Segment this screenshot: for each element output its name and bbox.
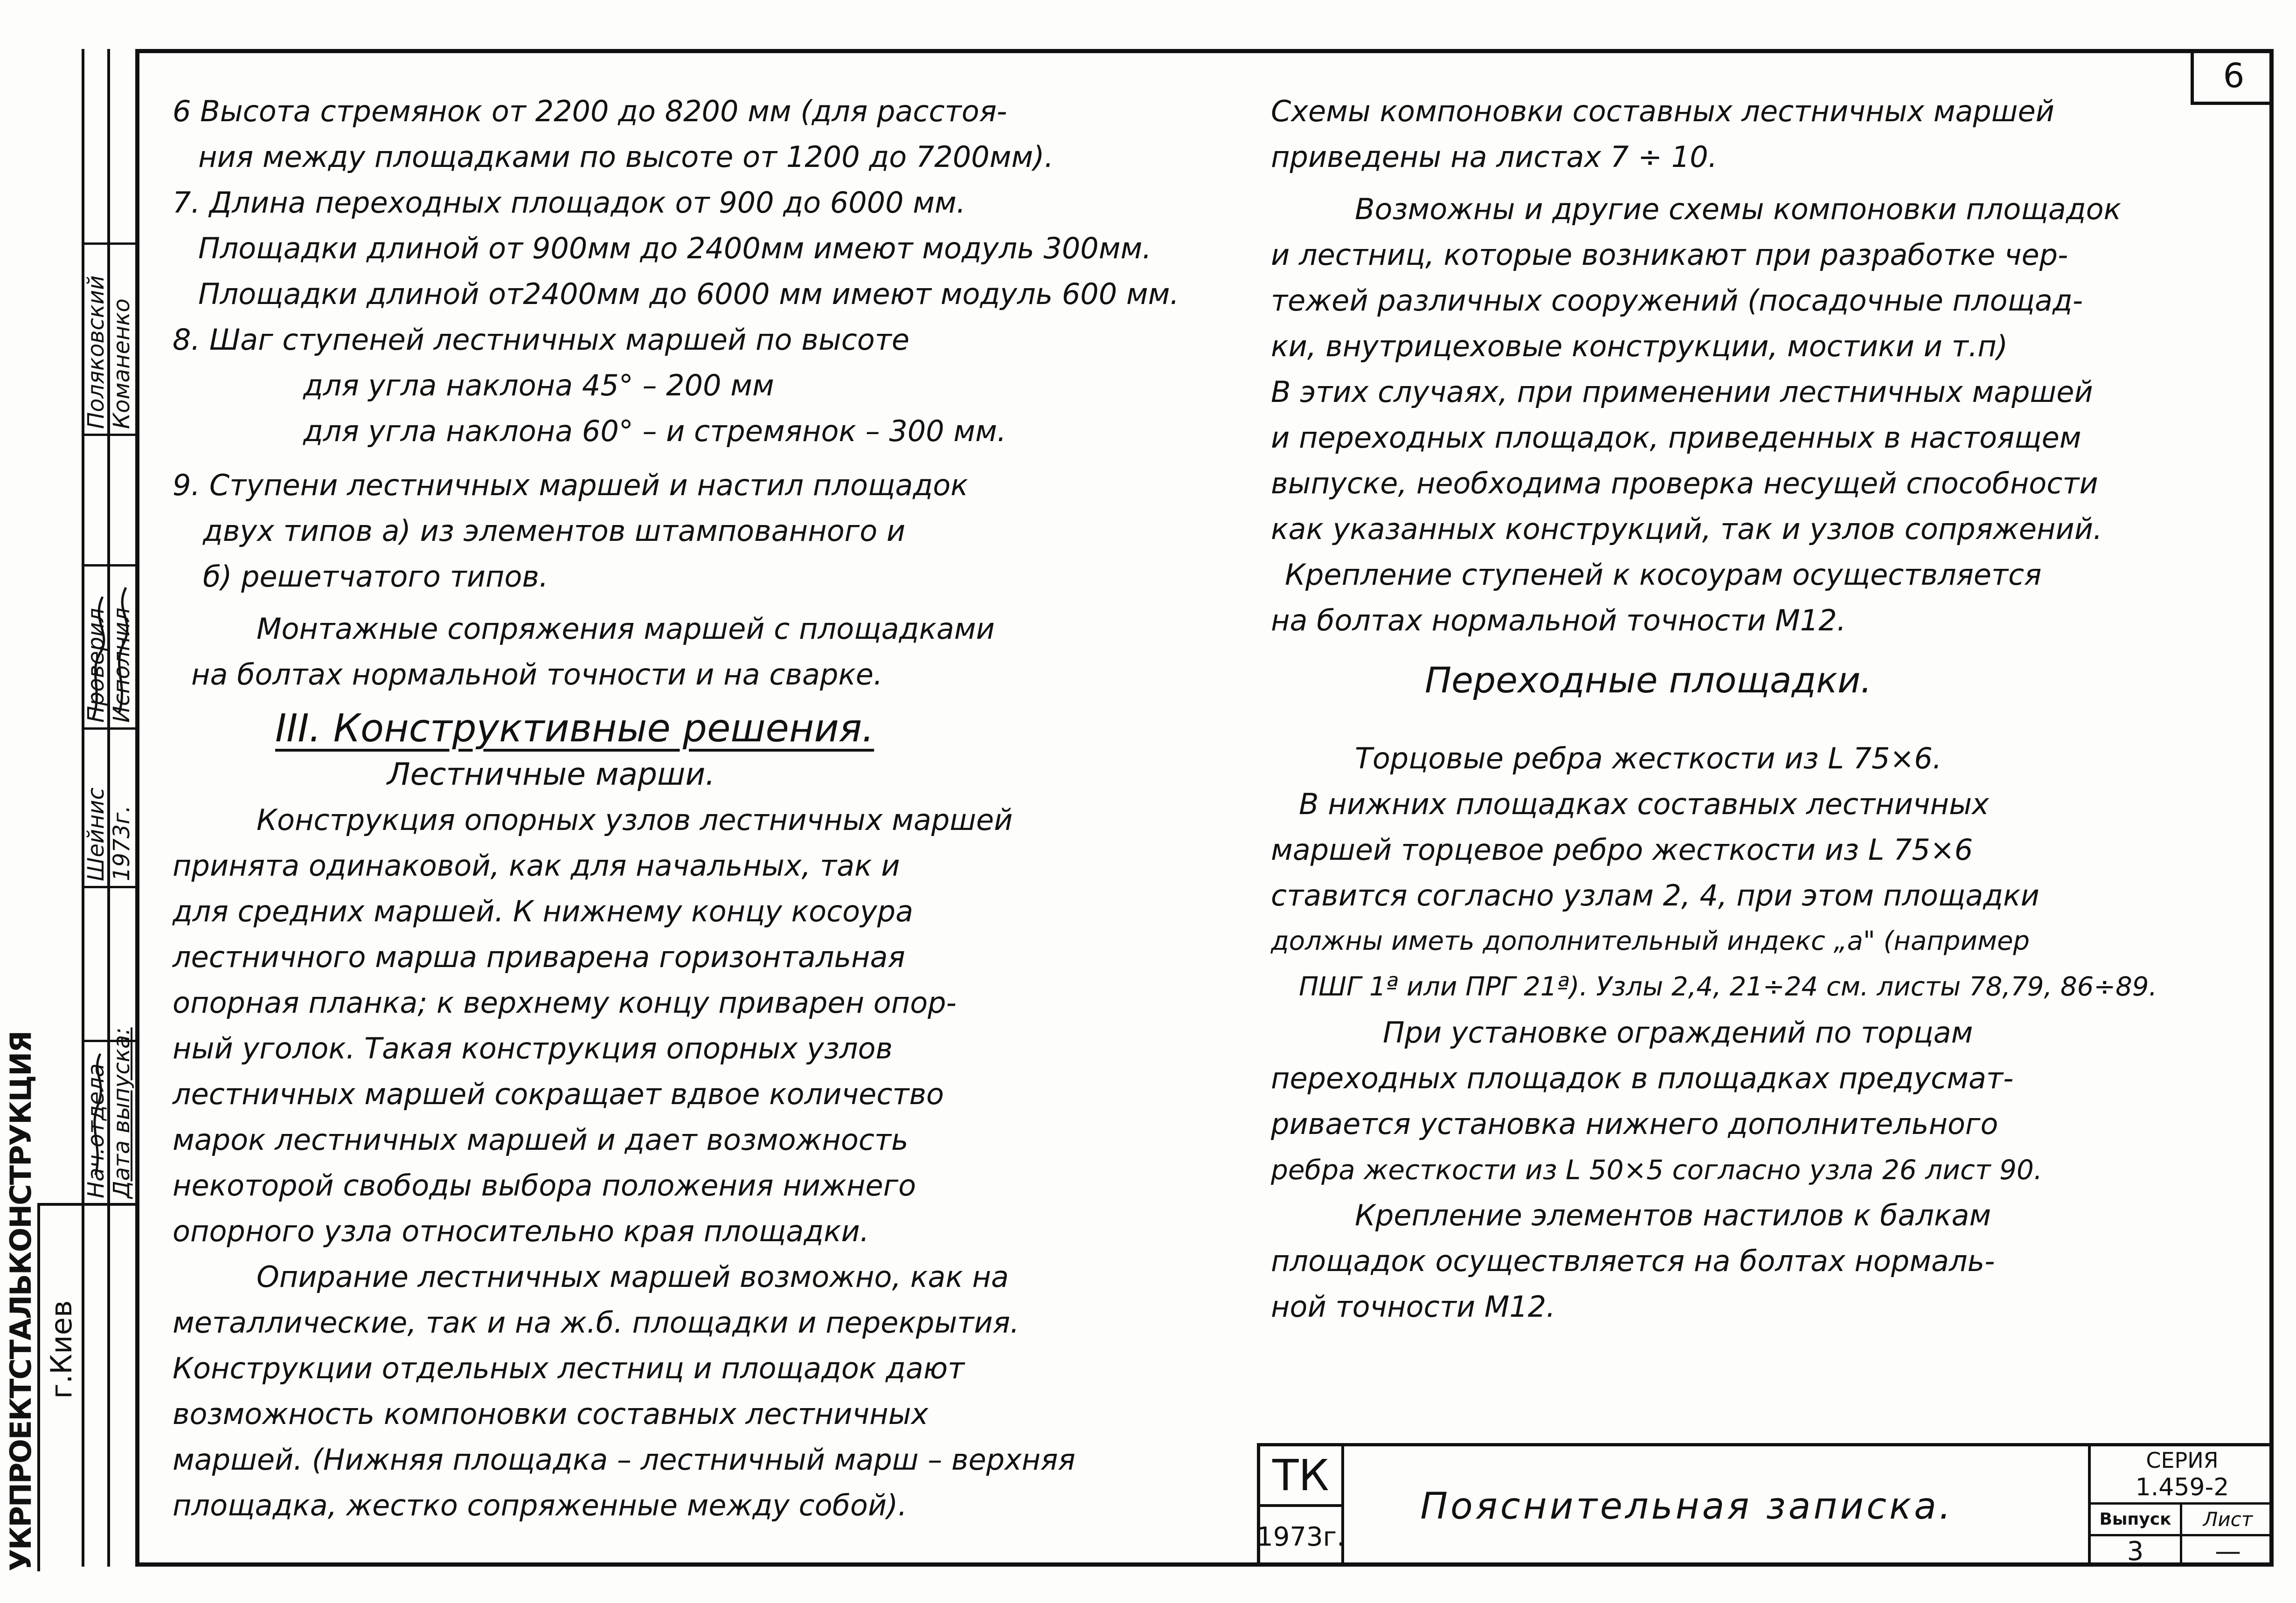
sidebar-role-executed: Исполнил (109, 608, 135, 723)
text-line: При установке ограждений по торцам (1383, 1016, 1973, 1050)
text-line: приведены на листах 7 ÷ 10. (1271, 140, 1718, 174)
text-line: тежей различных сооружений (посадочные площад- (1271, 283, 2083, 318)
text-line: В этих случаях, при применении лестничных маршей (1271, 375, 2093, 409)
sidebar-role-checked: Проверил (83, 608, 109, 723)
text-line: ный уголок. Такая конструкция опорных узлов (173, 1031, 893, 1065)
text-line: лестничного марша приварена горизонтальная (173, 940, 905, 974)
text-line: 9. Ступени лестничных маршей и настил площадок (173, 468, 968, 502)
text-line: ПШГ 1ª или ПРГ 21ª). Узлы 2,4, 21÷24 см. листы 78,79, 86÷89. (1299, 972, 2157, 1002)
text-line: Опирание лестничных маршей возможно, как на (257, 1260, 1009, 1294)
sidebar-divider (82, 564, 135, 567)
sidebar-divider (82, 886, 135, 888)
title-block-year: 1973г. (1260, 1507, 1344, 1567)
title-block-series-value: 1.459-2 (2091, 1472, 2274, 1505)
title-block-sheet-label: Лист (2182, 1505, 2274, 1536)
text-line: на болтах нормальной точности и на сварке. (191, 657, 883, 691)
text-line: Крепление элементов настилов к балкам (1355, 1198, 1991, 1232)
text-line: принята одинаковой, как для начальных, так и (173, 849, 900, 883)
right-column (1271, 89, 2157, 1330)
text-line: металлические, так и на ж.б. площадки и перекрытия. (173, 1306, 1020, 1340)
sidebar-name-checker: Поляковский (83, 275, 109, 429)
text-line: маршей торцевое ребро жесткости из L 75×6 (1271, 833, 1973, 867)
text-line: Конструкции отдельных лестниц и площадок дают (173, 1351, 965, 1385)
text-line: 6 Высота стремянок от 2200 до 8200 мм (для расстоя- (173, 94, 1007, 128)
text-line: переходных площадок в площадках предусмат- (1271, 1061, 2014, 1095)
signature-mark (84, 1044, 112, 1184)
section-title: Переходные площадки. (1425, 659, 1872, 701)
text-line: как указанных конструкций, так и узлов сопряжений. (1271, 512, 2102, 546)
text-line: опорная планка; к верхнему концу приварен опор- (173, 986, 957, 1020)
text-line: маршей. (Нижняя площадка – лестничный марш – верхняя (173, 1443, 1075, 1477)
text-line: площадка, жестко сопряженные между собой). (173, 1488, 908, 1522)
text-line: Возможны и другие схемы компоновки площадок (1355, 192, 2121, 226)
text-line: ки, внутрицеховые конструкции, мостики и т.п) (1271, 329, 2008, 363)
text-line: опорного узла относительно края площадки. (173, 1214, 869, 1248)
subsection-title: Лестничные марши. (387, 756, 715, 792)
text-line: марок лестничных маршей и дает возможность (173, 1123, 909, 1157)
text-line: должны иметь дополнительный индекс „а" (например (1271, 926, 2030, 956)
text-line: В нижних площадках составных лестничных (1299, 787, 1989, 821)
text-line: на болтах нормальной точности М12. (1271, 603, 1846, 637)
text-line: 7. Длина переходных площадок от 900 до 6000 мм. (173, 186, 966, 220)
text-line: ривается установка нижнего дополнительного (1271, 1107, 1998, 1141)
text-line: двух типов а) из элементов штампованного и (203, 514, 906, 548)
sidebar-organization: УКРПРОЕКТСТАЛЬКОНСТРУКЦИЯ (4, 1031, 38, 1571)
text-line: б) решетчатого типов. (203, 560, 548, 594)
title-block-issue-value: 3 (2091, 1536, 2182, 1567)
text-line: для средних маршей. К нижнему концу косоура (173, 894, 914, 928)
sidebar-divider (82, 242, 135, 245)
sidebar-name-head: Шейнис (83, 787, 109, 881)
title-block-org: ТК (1260, 1446, 1344, 1507)
text-line: и лестниц, которые возникают при разработке чер- (1271, 238, 2068, 272)
text-line: ставится согласно узлам 2, 4, при этом площадки (1271, 878, 2039, 912)
text-line: Конструкция опорных узлов лестничных маршей (257, 803, 1013, 837)
text-line: Площадки длиной от2400мм до 6000 мм имеют модуль 600 мм. (198, 277, 1179, 311)
text-line: площадок осуществляется на болтах нормаль- (1271, 1244, 1995, 1278)
text-line: для угла наклона 45° – 200 мм (303, 368, 774, 402)
title-block-series-label: СЕРИЯ (2146, 1448, 2219, 1473)
text-line: и переходных площадок, приведенных в настоящем (1271, 421, 2081, 455)
signature-marks (84, 569, 135, 727)
text-line: ния между площадками по высоте от 1200 до 7200мм). (198, 140, 1054, 174)
text-line: 8. Шаг ступеней лестничных маршей по высоте (173, 323, 909, 357)
sidebar-name-executor: Команенко (109, 298, 135, 429)
left-column (173, 89, 1179, 1528)
sidebar-role-head: Нач.отдела (83, 1063, 109, 1198)
text-line: для угла наклона 60° – и стремянок – 300 мм. (303, 414, 1006, 448)
text-line: ребра жесткости из L 50×5 согласно узла 26 лист 90. (1271, 1154, 2043, 1186)
title-block-sheet-value: — (2215, 1536, 2241, 1567)
sidebar-divider (37, 1203, 135, 1206)
text-line: Монтажные сопряжения маршей с площадками (257, 612, 995, 646)
text-line: лестничных маршей сокращает вдвое количество (173, 1077, 944, 1111)
text-line: Площадки длиной от 900мм до 2400мм имеют модуль 300мм. (198, 231, 1152, 265)
sidebar-divider (82, 727, 135, 730)
text-line: некоторой свободы выбора положения нижнего (173, 1168, 916, 1202)
text-line: возможность компоновки составных лестничных (173, 1397, 929, 1431)
text-line: выпуске, необходима проверка несущей способности (1271, 466, 2098, 500)
text-line: Торцовые ребра жесткости из L 75×6. (1355, 741, 1942, 775)
title-block-title: Пояснительная записка. (1420, 1486, 1954, 1527)
sidebar-divider (82, 434, 135, 436)
text-line: ной точности М12. (1271, 1290, 1555, 1324)
title-block-issue-label: Выпуск (2091, 1505, 2182, 1536)
sidebar-city: г.Киев (44, 1300, 78, 1399)
sidebar-date-label: Дата выпуска: (109, 1027, 135, 1198)
sidebar-date-value: 1973г. (109, 805, 135, 881)
text-line: Схемы компоновки составных лестничных маршей (1271, 94, 2054, 128)
title-block (1257, 1443, 2274, 1567)
section-title: III. Конструктивные решения. (275, 706, 874, 751)
sheet-number: 6 (2191, 49, 2274, 105)
text-line: Крепление ступеней к косоурам осуществляется (1285, 558, 2042, 592)
